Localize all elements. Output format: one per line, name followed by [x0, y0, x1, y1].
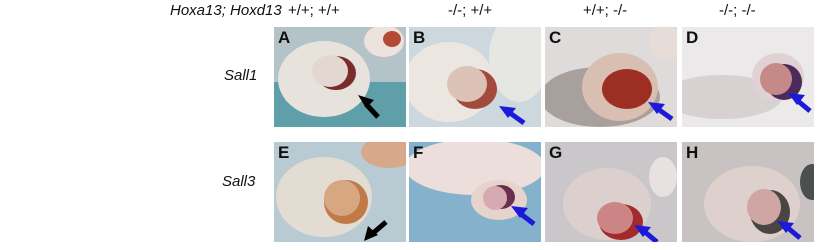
panel-d [682, 27, 814, 127]
panel-a [274, 27, 406, 127]
panel-letter: H [686, 143, 699, 162]
row-label-sall1: Sall1 [224, 67, 258, 84]
panel-b [409, 27, 541, 127]
blue-arrow-icon [682, 27, 814, 127]
panel-letter: E [278, 143, 290, 162]
header-genotype-3: +/+; -/- [583, 2, 628, 19]
panel-letter: C [549, 28, 562, 47]
panel-h [682, 142, 814, 242]
header-genotype-2: -/-; +/+ [448, 2, 493, 19]
blue-arrow-icon [545, 142, 677, 242]
row-label-sall3: Sall3 [222, 173, 256, 190]
panel-letter: G [549, 143, 563, 162]
header-genotype-1: +/+; +/+ [288, 2, 340, 19]
header-genes: Hoxa13; Hoxd13 [170, 2, 282, 19]
panel-f [409, 142, 541, 242]
black-arrow-icon [274, 142, 406, 242]
panel-letter: F [413, 143, 424, 162]
blue-arrow-icon [409, 27, 541, 127]
blue-arrow-icon [409, 142, 541, 242]
blue-arrow-icon [682, 142, 814, 242]
blue-arrow-icon [545, 27, 677, 127]
panel-g [545, 142, 677, 242]
panel-letter: A [278, 28, 291, 47]
black-arrow-icon [274, 27, 406, 127]
panel-letter: D [686, 28, 699, 47]
header-genotype-4: -/-; -/- [719, 2, 756, 19]
panel-letter: B [413, 28, 426, 47]
panel-c [545, 27, 677, 127]
panel-e [274, 142, 406, 242]
